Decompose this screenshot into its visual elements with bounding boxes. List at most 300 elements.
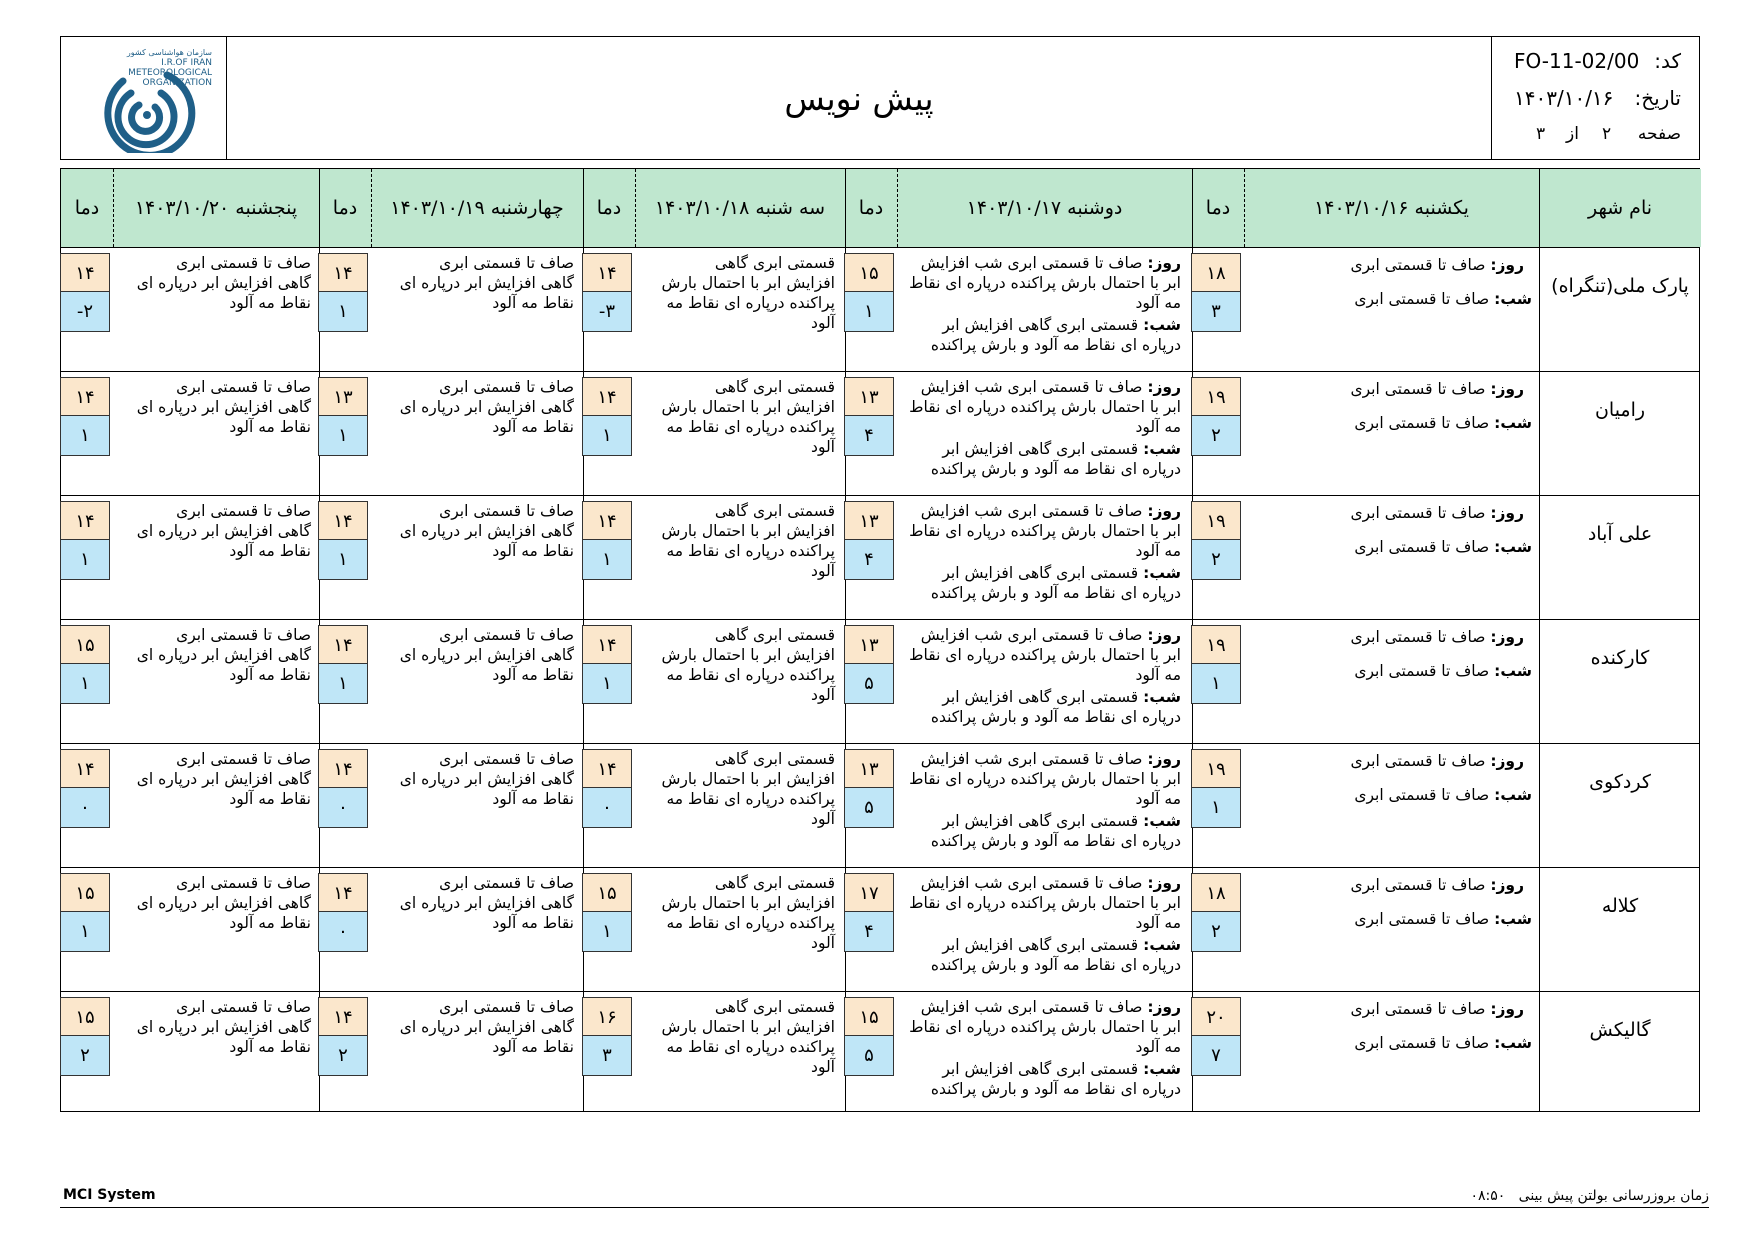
temp-max[interactable]: ۱۳ bbox=[844, 625, 894, 666]
day-label: روز: bbox=[1147, 626, 1181, 644]
day5-line3: نقاط مه آلود bbox=[229, 666, 311, 684]
forecast-day3[interactable] bbox=[655, 253, 835, 333]
day5-line2: گاهی افزایش ابر درپاره ای bbox=[136, 274, 311, 292]
day5-line3: نقاط مه آلود bbox=[229, 294, 311, 312]
night-text: صاف تا قسمتی ابری bbox=[1354, 662, 1490, 680]
temp-max[interactable]: ۱۴ bbox=[318, 997, 368, 1038]
day2-night-text-1: قسمتی ابری گاهی افزایش ابر bbox=[942, 1060, 1139, 1078]
temp-min[interactable]: ۲ bbox=[60, 1035, 110, 1076]
day-label: روز: bbox=[1147, 378, 1181, 396]
day2-night-text-1: قسمتی ابری گاهی افزایش ابر bbox=[942, 564, 1139, 582]
day2-night-text-1: قسمتی ابری گاهی افزایش ابر bbox=[942, 440, 1139, 458]
day5-line2: گاهی افزایش ابر درپاره ای bbox=[136, 894, 311, 912]
day4-line1: صاف تا قسمتی ابری bbox=[439, 502, 574, 520]
city-name[interactable]: پارک ملی(تنگراه) bbox=[1551, 275, 1689, 297]
forecast-day2[interactable] bbox=[891, 625, 1181, 727]
temp-max[interactable]: ۱۴ bbox=[318, 253, 368, 294]
logo-name-en-2: METEOROLOGICAL bbox=[128, 68, 212, 78]
day-label: روز: bbox=[1490, 876, 1524, 894]
day5-line2: گاهی افزایش ابر درپاره ای bbox=[136, 646, 311, 664]
temp-max[interactable]: ۱۴ bbox=[318, 625, 368, 666]
header-temp[interactable]: دما bbox=[845, 169, 897, 247]
temp-max[interactable]: ۱۹ bbox=[1191, 625, 1241, 666]
day2-day-line2: ابر با احتمال بارش پراکنده درپاره ای نقاط bbox=[909, 770, 1181, 788]
temp-min[interactable]: ۱ bbox=[844, 291, 894, 332]
day2-night-line2: درپاره ای نقاط مه آلود و بارش پراکنده bbox=[930, 1080, 1181, 1098]
day3-line2: افزایش ابر با احتمال بارش bbox=[661, 770, 835, 788]
row-divider[interactable] bbox=[61, 619, 1699, 620]
logo-name-en-3: ORGANIZATION bbox=[142, 78, 212, 88]
header-dash-divider[interactable] bbox=[897, 169, 898, 247]
temp-max[interactable]: ۱۹ bbox=[1191, 749, 1241, 790]
temp-min[interactable]: ۱ bbox=[318, 663, 368, 704]
day4-line2: گاهی افزایش ابر درپاره ای bbox=[399, 770, 574, 788]
day-label: روز: bbox=[1490, 504, 1524, 522]
temp-max[interactable]: ۱۵ bbox=[844, 253, 894, 294]
temp-max[interactable]: ۲۰ bbox=[1191, 997, 1241, 1038]
day-text: صاف تا قسمتی ابری bbox=[1350, 256, 1486, 274]
temp-max[interactable]: ۱۴ bbox=[318, 501, 368, 542]
temp-min[interactable]: -۳ bbox=[582, 291, 632, 332]
day4-line1: صاف تا قسمتی ابری bbox=[439, 750, 574, 768]
day5-line1: صاف تا قسمتی ابری bbox=[176, 626, 311, 644]
day2-night-line2: درپاره ای نقاط مه آلود و بارش پراکنده bbox=[930, 956, 1181, 974]
forecast-day3[interactable] bbox=[655, 873, 835, 953]
forecast-day2[interactable] bbox=[891, 501, 1181, 603]
temp-min[interactable]: ۴ bbox=[844, 415, 894, 456]
day4-line2: گاهی افزایش ابر درپاره ای bbox=[399, 274, 574, 292]
night-text: صاف تا قسمتی ابری bbox=[1354, 786, 1490, 804]
day4-line1: صاف تا قسمتی ابری bbox=[439, 874, 574, 892]
temp-min[interactable]: ۱ bbox=[1191, 663, 1241, 704]
forecast-day5[interactable] bbox=[116, 997, 311, 1057]
temp-max[interactable]: ۱۴ bbox=[60, 501, 110, 542]
day5-line3: نقاط مه آلود bbox=[229, 790, 311, 808]
temp-max[interactable]: ۱۶ bbox=[582, 997, 632, 1038]
forecast-day2[interactable] bbox=[891, 377, 1181, 479]
day-text: صاف تا قسمتی ابری bbox=[1350, 380, 1486, 398]
temp-max[interactable]: ۱۵ bbox=[60, 625, 110, 666]
day4-line1: صاف تا قسمتی ابری bbox=[439, 626, 574, 644]
temp-min[interactable]: ۰ bbox=[318, 787, 368, 828]
forecast-day5[interactable] bbox=[116, 625, 311, 685]
temp-max[interactable]: ۱۴ bbox=[60, 749, 110, 790]
temp-min[interactable]: -۲ bbox=[60, 291, 110, 332]
day4-line3: نقاط مه آلود bbox=[492, 418, 574, 436]
night-label: شب: bbox=[1143, 936, 1181, 954]
forecast-day1-day[interactable] bbox=[1351, 875, 1525, 895]
day3-line4: آلود bbox=[811, 934, 835, 952]
day-label: روز: bbox=[1147, 502, 1181, 520]
day2-day-line1 bbox=[891, 501, 1181, 521]
day2-day-text-1: صاف تا قسمتی ابری شب افزایش bbox=[920, 998, 1143, 1016]
day4-line3: نقاط مه آلود bbox=[492, 542, 574, 560]
forecast-day3[interactable] bbox=[655, 377, 835, 457]
temp-min[interactable]: ۰ bbox=[60, 787, 110, 828]
forecast-day1-day[interactable] bbox=[1351, 255, 1525, 275]
temp-max[interactable]: ۱۹ bbox=[1191, 377, 1241, 418]
day3-line1: قسمتی ابری گاهی bbox=[714, 750, 835, 768]
temp-min[interactable]: ۱ bbox=[60, 415, 110, 456]
day2-day-text-1: صاف تا قسمتی ابری شب افزایش bbox=[920, 874, 1143, 892]
forecast-day2[interactable] bbox=[891, 997, 1181, 1099]
temp-max[interactable]: ۱۳ bbox=[318, 377, 368, 418]
forecast-day1-night[interactable] bbox=[1354, 785, 1532, 805]
city-name[interactable]: رامیان bbox=[1594, 399, 1646, 421]
temp-max[interactable]: ۱۴ bbox=[582, 377, 632, 418]
forecast-day3[interactable] bbox=[655, 625, 835, 705]
temp-max[interactable]: ۱۸ bbox=[1191, 253, 1241, 294]
temp-min[interactable]: ۱ bbox=[582, 911, 632, 952]
page-label: صفحه bbox=[1637, 124, 1681, 144]
forecast-day1-day[interactable] bbox=[1351, 503, 1525, 523]
temp-max[interactable]: ۱۴ bbox=[318, 873, 368, 914]
city-name[interactable]: علی آباد bbox=[1587, 523, 1653, 545]
temp-min[interactable]: ۱ bbox=[318, 539, 368, 580]
header-day[interactable]: پنجشنبه ۱۴۰۳/۱۰/۲۰ bbox=[113, 169, 319, 247]
day2-day-line2: ابر با احتمال بارش پراکنده درپاره ای نقاط bbox=[909, 894, 1181, 912]
day-label: روز: bbox=[1490, 752, 1524, 770]
day3-line3: پراکنده درپاره ای نقاط مه bbox=[666, 294, 835, 312]
row-divider[interactable] bbox=[61, 495, 1699, 496]
day4-line2: گاهی افزایش ابر درپاره ای bbox=[399, 1018, 574, 1036]
day4-line3: نقاط مه آلود bbox=[492, 914, 574, 932]
day5-line3: نقاط مه آلود bbox=[229, 914, 311, 932]
night-label: شب: bbox=[1143, 564, 1181, 582]
temp-min[interactable]: ۲ bbox=[1191, 539, 1241, 580]
header-temp[interactable]: دما bbox=[61, 169, 113, 247]
night-label: شب: bbox=[1494, 1034, 1532, 1052]
day2-day-line3: مه آلود bbox=[1135, 1038, 1181, 1056]
forecast-day2[interactable] bbox=[891, 749, 1181, 851]
header-day[interactable]: دوشنبه ۱۴۰۳/۱۰/۱۷ bbox=[897, 169, 1192, 247]
day2-night-line1 bbox=[891, 811, 1181, 831]
temp-min[interactable]: ۴ bbox=[844, 911, 894, 952]
night-label: شب: bbox=[1494, 290, 1532, 308]
day2-day-line1 bbox=[891, 377, 1181, 397]
temp-min[interactable]: ۱ bbox=[318, 415, 368, 456]
temp-max[interactable]: ۱۹ bbox=[1191, 501, 1241, 542]
city-name[interactable]: کلاله bbox=[1601, 895, 1639, 917]
row-divider[interactable] bbox=[61, 867, 1699, 868]
meta-cell bbox=[1491, 37, 1699, 159]
forecast-day3[interactable] bbox=[655, 749, 835, 829]
temp-max[interactable]: ۱۴ bbox=[60, 377, 110, 418]
temp-max[interactable]: ۱۴ bbox=[582, 501, 632, 542]
forecast-day4[interactable] bbox=[374, 625, 574, 685]
forecast-table bbox=[60, 168, 1700, 1112]
day2-night-line1 bbox=[891, 935, 1181, 955]
code-value: FO-11-02/00 bbox=[1514, 49, 1640, 73]
forecast-day3[interactable] bbox=[655, 501, 835, 581]
row-divider[interactable] bbox=[61, 991, 1699, 992]
day2-day-text-1: صاف تا قسمتی ابری شب افزایش bbox=[920, 254, 1143, 272]
day4-line1: صاف تا قسمتی ابری bbox=[439, 998, 574, 1016]
header-dash-divider[interactable] bbox=[371, 169, 372, 247]
document-title: پیش نویس bbox=[784, 78, 934, 118]
header-bottom-line[interactable] bbox=[61, 247, 1699, 248]
system-name: MCI System bbox=[63, 1187, 156, 1203]
logo-cell bbox=[61, 37, 227, 159]
day2-day-line2: ابر با احتمال بارش پراکنده درپاره ای نقاط bbox=[909, 1018, 1181, 1036]
forecast-day1-day[interactable] bbox=[1351, 379, 1525, 399]
temp-min[interactable]: ۱ bbox=[1191, 787, 1241, 828]
day5-line1: صاف تا قسمتی ابری bbox=[176, 378, 311, 396]
day3-line2: افزایش ابر با احتمال بارش bbox=[661, 522, 835, 540]
day3-line3: پراکنده درپاره ای نقاط مه bbox=[666, 790, 835, 808]
header-temp[interactable]: دما bbox=[1192, 169, 1244, 247]
day2-day-line2: ابر با احتمال بارش پراکنده درپاره ای نقاط bbox=[909, 274, 1181, 292]
temp-max[interactable]: ۱۵ bbox=[844, 997, 894, 1038]
forecast-day1-day[interactable] bbox=[1351, 999, 1525, 1019]
temp-min[interactable]: ۱ bbox=[582, 539, 632, 580]
day3-line2: افزایش ابر با احتمال بارش bbox=[661, 894, 835, 912]
day2-day-line2: ابر با احتمال بارش پراکنده درپاره ای نقاط bbox=[909, 398, 1181, 416]
forecast-day5[interactable] bbox=[116, 873, 311, 933]
update-time bbox=[1471, 1188, 1710, 1204]
forecast-day2[interactable] bbox=[891, 873, 1181, 975]
temp-max[interactable]: ۱۳ bbox=[844, 377, 894, 418]
date-value: ۱۴۰۳/۱۰/۱۶ bbox=[1514, 86, 1614, 110]
day4-line3: نقاط مه آلود bbox=[492, 666, 574, 684]
day5-line3: نقاط مه آلود bbox=[229, 1038, 311, 1056]
day5-line2: گاهی افزایش ابر درپاره ای bbox=[136, 1018, 311, 1036]
temp-min[interactable]: ۲ bbox=[1191, 911, 1241, 952]
city-name[interactable]: کردکوی bbox=[1589, 771, 1651, 793]
header-temp[interactable]: دما bbox=[319, 169, 371, 247]
temp-min[interactable]: ۳ bbox=[1191, 291, 1241, 332]
night-label: شب: bbox=[1494, 662, 1532, 680]
logo-name-fa: سازمان هواشناسی کشور bbox=[126, 48, 212, 57]
night-label: شب: bbox=[1494, 910, 1532, 928]
day3-line3: پراکنده درپاره ای نقاط مه bbox=[666, 542, 835, 560]
forecast-day4[interactable] bbox=[374, 997, 574, 1057]
temp-min[interactable]: ۷ bbox=[1191, 1035, 1241, 1076]
forecast-day1-night[interactable] bbox=[1354, 289, 1532, 309]
temp-min[interactable]: ۱ bbox=[60, 663, 110, 704]
day4-line1: صاف تا قسمتی ابری bbox=[439, 378, 574, 396]
temp-min[interactable]: ۲ bbox=[1191, 415, 1241, 456]
forecast-day1-night[interactable] bbox=[1354, 661, 1532, 681]
day-label: روز: bbox=[1147, 750, 1181, 768]
day-label: روز: bbox=[1147, 874, 1181, 892]
code-label: کد: bbox=[1654, 49, 1681, 73]
page-total: ۳ bbox=[1536, 124, 1546, 144]
page-of: از bbox=[1566, 124, 1579, 144]
header-day[interactable]: سه شنبه ۱۴۰۳/۱۰/۱۸ bbox=[635, 169, 845, 247]
header-day[interactable]: چهارشنبه ۱۴۰۳/۱۰/۱۹ bbox=[371, 169, 583, 247]
day-text: صاف تا قسمتی ابری bbox=[1350, 752, 1486, 770]
temp-min[interactable]: ۱ bbox=[318, 291, 368, 332]
day3-line1: قسمتی ابری گاهی bbox=[714, 998, 835, 1016]
day4-line2: گاهی افزایش ابر درپاره ای bbox=[399, 522, 574, 540]
forecast-day4[interactable] bbox=[374, 749, 574, 809]
night-label: شب: bbox=[1143, 440, 1181, 458]
row-divider[interactable] bbox=[61, 371, 1699, 372]
night-text: صاف تا قسمتی ابری bbox=[1354, 538, 1490, 556]
day2-night-line2: درپاره ای نقاط مه آلود و بارش پراکنده bbox=[930, 584, 1181, 602]
day2-day-line3: مه آلود bbox=[1135, 790, 1181, 808]
temp-max[interactable]: ۱۳ bbox=[844, 501, 894, 542]
header-day[interactable]: یکشنبه ۱۴۰۳/۱۰/۱۶ bbox=[1244, 169, 1539, 247]
night-text: صاف تا قسمتی ابری bbox=[1354, 910, 1490, 928]
day3-line4: آلود bbox=[811, 810, 835, 828]
logo-name-en-1: I.R.OF IRAN bbox=[161, 58, 212, 68]
day-label: روز: bbox=[1490, 256, 1524, 274]
document-header bbox=[60, 36, 1700, 160]
night-label: شب: bbox=[1494, 786, 1532, 804]
temp-max[interactable]: ۱۴ bbox=[318, 749, 368, 790]
day2-day-line3: مه آلود bbox=[1135, 542, 1181, 560]
temp-min[interactable]: ۵ bbox=[844, 663, 894, 704]
forecast-day1-night[interactable] bbox=[1354, 909, 1532, 929]
day3-line1: قسمتی ابری گاهی bbox=[714, 254, 835, 272]
night-label: شب: bbox=[1143, 812, 1181, 830]
night-label: شب: bbox=[1494, 538, 1532, 556]
city-name[interactable]: کارکنده bbox=[1590, 647, 1650, 669]
header-dash-divider[interactable] bbox=[113, 169, 114, 247]
day5-line2: گاهی افزایش ابر درپاره ای bbox=[136, 398, 311, 416]
day2-night-line2: درپاره ای نقاط مه آلود و بارش پراکنده bbox=[930, 460, 1181, 478]
temp-max[interactable]: ۱۵ bbox=[60, 997, 110, 1038]
forecast-day1-night[interactable] bbox=[1354, 1033, 1532, 1053]
forecast-day1-day[interactable] bbox=[1351, 751, 1525, 771]
day2-night-line2: درپاره ای نقاط مه آلود و بارش پراکنده bbox=[930, 832, 1181, 850]
day3-line3: پراکنده درپاره ای نقاط مه bbox=[666, 666, 835, 684]
header-dash-divider[interactable] bbox=[1244, 169, 1245, 247]
update-time-label: زمان بروزرسانی بولتن پیش بینی bbox=[1518, 1188, 1709, 1204]
forecast-day2[interactable] bbox=[891, 253, 1181, 355]
footer-divider bbox=[60, 1207, 1709, 1208]
temp-max[interactable]: ۱۵ bbox=[582, 873, 632, 914]
day4-line3: نقاط مه آلود bbox=[492, 294, 574, 312]
temp-min[interactable]: ۴ bbox=[844, 539, 894, 580]
temp-min[interactable]: ۵ bbox=[844, 787, 894, 828]
day2-night-line1 bbox=[891, 687, 1181, 707]
day2-day-line1 bbox=[891, 873, 1181, 893]
day2-night-text-1: قسمتی ابری گاهی افزایش ابر bbox=[942, 936, 1139, 954]
forecast-day1-night[interactable] bbox=[1354, 413, 1532, 433]
day4-line3: نقاط مه آلود bbox=[492, 790, 574, 808]
day-label: روز: bbox=[1490, 628, 1524, 646]
night-text: صاف تا قسمتی ابری bbox=[1354, 1034, 1490, 1052]
day4-line2: گاهی افزایش ابر درپاره ای bbox=[399, 398, 574, 416]
day3-line3: پراکنده درپاره ای نقاط مه bbox=[666, 1038, 835, 1056]
page-row bbox=[1492, 124, 1699, 154]
temp-min[interactable]: ۱ bbox=[582, 415, 632, 456]
day3-line2: افزایش ابر با احتمال بارش bbox=[661, 398, 835, 416]
day2-night-text-1: قسمتی ابری گاهی افزایش ابر bbox=[942, 812, 1139, 830]
temp-max[interactable]: ۱۴ bbox=[60, 253, 110, 294]
header-dash-divider[interactable] bbox=[635, 169, 636, 247]
temp-max[interactable]: ۱۸ bbox=[1191, 873, 1241, 914]
temp-min[interactable]: ۱ bbox=[60, 539, 110, 580]
header-city[interactable]: نام شهر bbox=[1539, 169, 1701, 247]
temp-max[interactable]: ۱۴ bbox=[582, 625, 632, 666]
night-text: صاف تا قسمتی ابری bbox=[1354, 290, 1490, 308]
forecast-day4[interactable] bbox=[374, 377, 574, 437]
night-label: شب: bbox=[1494, 414, 1532, 432]
temp-min[interactable]: ۰ bbox=[318, 911, 368, 952]
date-row bbox=[1492, 86, 1699, 116]
day3-line4: آلود bbox=[811, 686, 835, 704]
day2-night-line2: درپاره ای نقاط مه آلود و بارش پراکنده bbox=[930, 336, 1181, 354]
day3-line4: آلود bbox=[811, 1058, 835, 1076]
day5-line2: گاهی افزایش ابر درپاره ای bbox=[136, 770, 311, 788]
day5-line2: گاهی افزایش ابر درپاره ای bbox=[136, 522, 311, 540]
temp-max[interactable]: ۱۳ bbox=[844, 749, 894, 790]
forecast-day4[interactable] bbox=[374, 501, 574, 561]
day3-line1: قسمتی ابری گاهی bbox=[714, 502, 835, 520]
day2-day-line2: ابر با احتمال بارش پراکنده درپاره ای نقاط bbox=[909, 522, 1181, 540]
night-label: شب: bbox=[1143, 1060, 1181, 1078]
day2-night-line2: درپاره ای نقاط مه آلود و بارش پراکنده bbox=[930, 708, 1181, 726]
day2-day-line3: مه آلود bbox=[1135, 666, 1181, 684]
code-row bbox=[1492, 49, 1699, 79]
forecast-day4[interactable] bbox=[374, 873, 574, 933]
day2-day-line3: مه آلود bbox=[1135, 294, 1181, 312]
temp-max[interactable]: ۱۴ bbox=[582, 253, 632, 294]
day3-line2: افزایش ابر با احتمال بارش bbox=[661, 1018, 835, 1036]
forecast-day3[interactable] bbox=[655, 997, 835, 1077]
day-text: صاف تا قسمتی ابری bbox=[1350, 628, 1486, 646]
temp-min[interactable]: ۵ bbox=[844, 1035, 894, 1076]
forecast-day1-day[interactable] bbox=[1351, 627, 1525, 647]
day5-line1: صاف تا قسمتی ابری bbox=[176, 502, 311, 520]
day4-line2: گاهی افزایش ابر درپاره ای bbox=[399, 646, 574, 664]
city-name[interactable]: گالیکش bbox=[1589, 1019, 1651, 1041]
temp-min[interactable]: ۲ bbox=[318, 1035, 368, 1076]
night-label: شب: bbox=[1143, 316, 1181, 334]
temp-max[interactable]: ۱۴ bbox=[582, 749, 632, 790]
temp-min[interactable]: ۳ bbox=[582, 1035, 632, 1076]
day3-line4: آلود bbox=[811, 438, 835, 456]
temp-min[interactable]: ۱ bbox=[582, 663, 632, 704]
temp-min[interactable]: ۰ bbox=[582, 787, 632, 828]
header-temp[interactable]: دما bbox=[583, 169, 635, 247]
day4-line2: گاهی افزایش ابر درپاره ای bbox=[399, 894, 574, 912]
temp-max[interactable]: ۱۷ bbox=[844, 873, 894, 914]
day2-night-text-1: قسمتی ابری گاهی افزایش ابر bbox=[942, 688, 1139, 706]
day3-line4: آلود bbox=[811, 314, 835, 332]
forecast-day5[interactable] bbox=[116, 253, 311, 313]
day2-day-text-1: صاف تا قسمتی ابری شب افزایش bbox=[920, 502, 1143, 520]
night-label: شب: bbox=[1143, 688, 1181, 706]
day-label: روز: bbox=[1147, 254, 1181, 272]
forecast-day5[interactable] bbox=[116, 749, 311, 809]
day3-line4: آلود bbox=[811, 562, 835, 580]
title-cell bbox=[227, 37, 1491, 159]
forecast-day4[interactable] bbox=[374, 253, 574, 313]
day-text: صاف تا قسمتی ابری bbox=[1350, 504, 1486, 522]
day4-line1: صاف تا قسمتی ابری bbox=[439, 254, 574, 272]
row-divider[interactable] bbox=[61, 743, 1699, 744]
day2-day-line1 bbox=[891, 997, 1181, 1017]
day3-line2: افزایش ابر با احتمال بارش bbox=[661, 274, 835, 292]
day5-line3: نقاط مه آلود bbox=[229, 542, 311, 560]
update-time-value: ۰۸:۵۰ bbox=[1470, 1188, 1506, 1204]
day2-day-line2: ابر با احتمال بارش پراکنده درپاره ای نقاط bbox=[909, 646, 1181, 664]
day3-line1: قسمتی ابری گاهی bbox=[714, 378, 835, 396]
day2-day-line1 bbox=[891, 625, 1181, 645]
temp-min[interactable]: ۱ bbox=[60, 911, 110, 952]
day2-night-line1 bbox=[891, 563, 1181, 583]
temp-max[interactable]: ۱۵ bbox=[60, 873, 110, 914]
forecast-day1-night[interactable] bbox=[1354, 537, 1532, 557]
forecast-day5[interactable] bbox=[116, 377, 311, 437]
day2-day-line3: مه آلود bbox=[1135, 914, 1181, 932]
forecast-day5[interactable] bbox=[116, 501, 311, 561]
